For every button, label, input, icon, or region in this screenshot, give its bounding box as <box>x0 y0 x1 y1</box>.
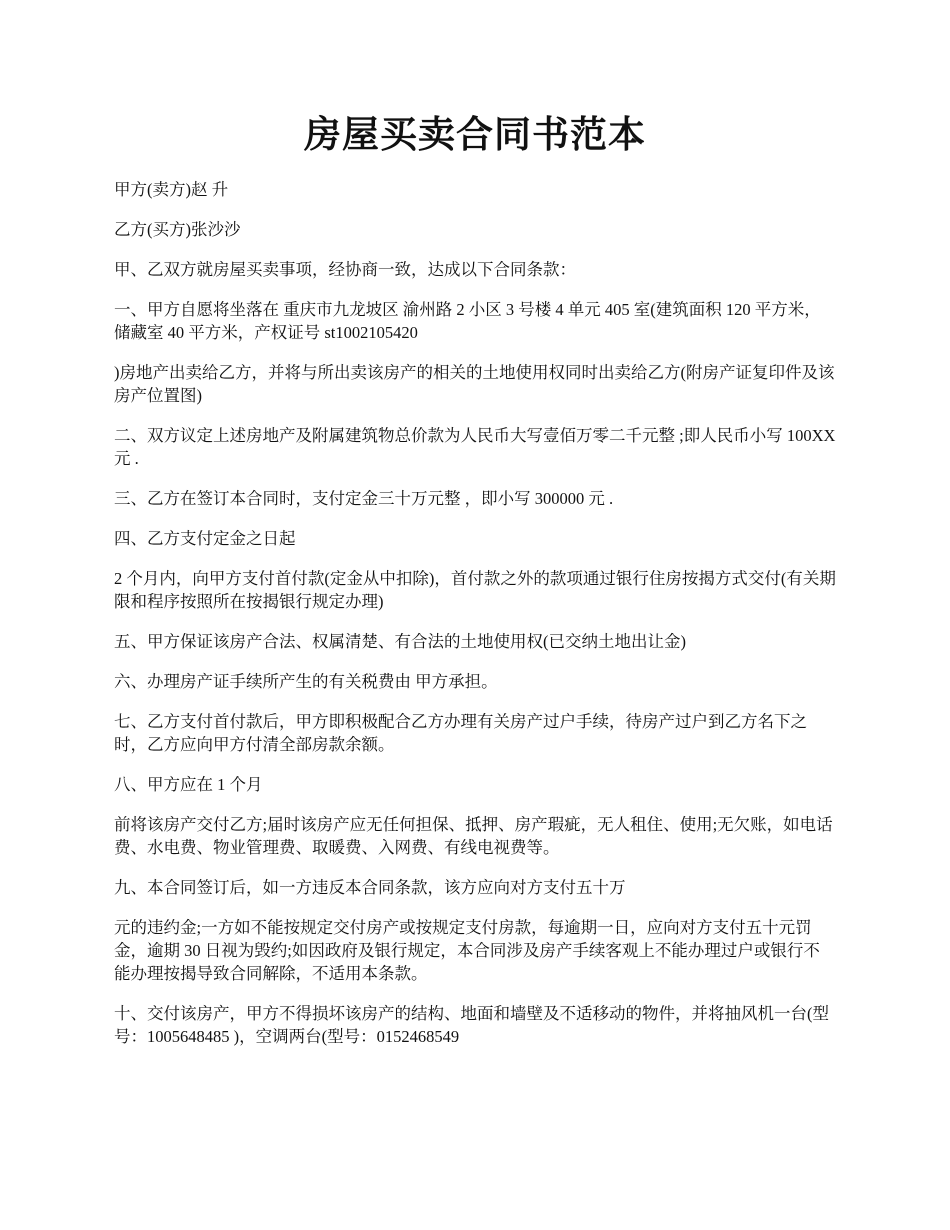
clause-3-paragraph: 三、乙方在签订本合同时，支付定金三十万元整 ，即小写 300000 元 . <box>114 489 614 508</box>
clause-4-paragraph: 四、乙方支付定金之日起 <box>114 529 296 548</box>
party-a-line: 甲方(卖方)赵 升 <box>114 180 229 199</box>
clause-8-paragraph: 八、甲方应在 1 个月 <box>114 775 263 794</box>
document-title: 房屋买卖合同书范本 <box>304 115 646 156</box>
document-body <box>114 178 836 1065</box>
clause-9-paragraph: 九、本合同签订后，如一方违反本合同条款，该方应向对方支付五十万 <box>114 878 626 897</box>
clause-2-paragraph: 二、双方议定上述房地产及附属建筑物总价款为人民币大写壹佰万零二千元整 ;即人民币小写 100XX 元 . <box>114 426 836 468</box>
clause-7-paragraph: 七、乙方支付首付款后，甲方即积极配合乙方办理有关房产过户手续，待房产过户到乙方名下之时，乙方应向甲方付清全部房款余额。 <box>114 712 807 754</box>
preamble-paragraph: 甲、乙双方就房屋买卖事项，经协商一致，达成以下合同条款： <box>114 260 576 279</box>
clause-9-continued-paragraph: 元的违约金;一方如不能按规定交付房产或按规定支付房款，每逾期一日，应向对方支付五十元罚金，逾期 30 日视为毁约;如因政府及银行规定，本合同涉及房产手续客观上不能办理过户或银行不能办理按揭导致合同解除，不适用本条款。 <box>114 918 820 983</box>
clause-5-paragraph: 五、甲方保证该房产合法、权属清楚、有合法的土地使用权(已交纳土地出让金) <box>114 632 686 651</box>
clause-1-paragraph: 一、甲方自愿将坐落在 重庆市九龙坡区 渝州路 2 小区 3 号楼 4 单元 405 室(建筑面积 120 平方米，储藏室 40 平方米，产权证号 st1002105420 <box>114 300 821 342</box>
clause-1-continued-paragraph: )房地产出卖给乙方，并将与所出卖该房产的相关的土地使用权同时出卖给乙方(附房产证复印件及该房产位置图) <box>114 363 835 405</box>
party-b-line: 乙方(买方)张沙沙 <box>114 220 241 239</box>
clause-4-continued-paragraph: 2 个月内，向甲方支付首付款(定金从中扣除)，首付款之外的款项通过银行住房按揭方式交付(有关期限和程序按照所在按揭银行规定办理) <box>114 569 836 611</box>
clause-8-continued-paragraph: 前将该房产交付乙方;届时该房产应无任何担保、抵押、房产瑕疵，无人租住、使用;无欠账，如电话费、水电费、物业管理费、取暖费、入网费、有线电视费等。 <box>114 815 833 857</box>
clause-10-paragraph: 十、交付该房产，甲方不得损坏该房产的结构、地面和墙壁及不适移动的物件，并将抽风机一台(型号：1005648485 )，空调两台(型号：0152468549 <box>114 1004 829 1046</box>
clause-6-paragraph: 六、办理房产证手续所产生的有关税费由 甲方承担。 <box>114 672 498 691</box>
